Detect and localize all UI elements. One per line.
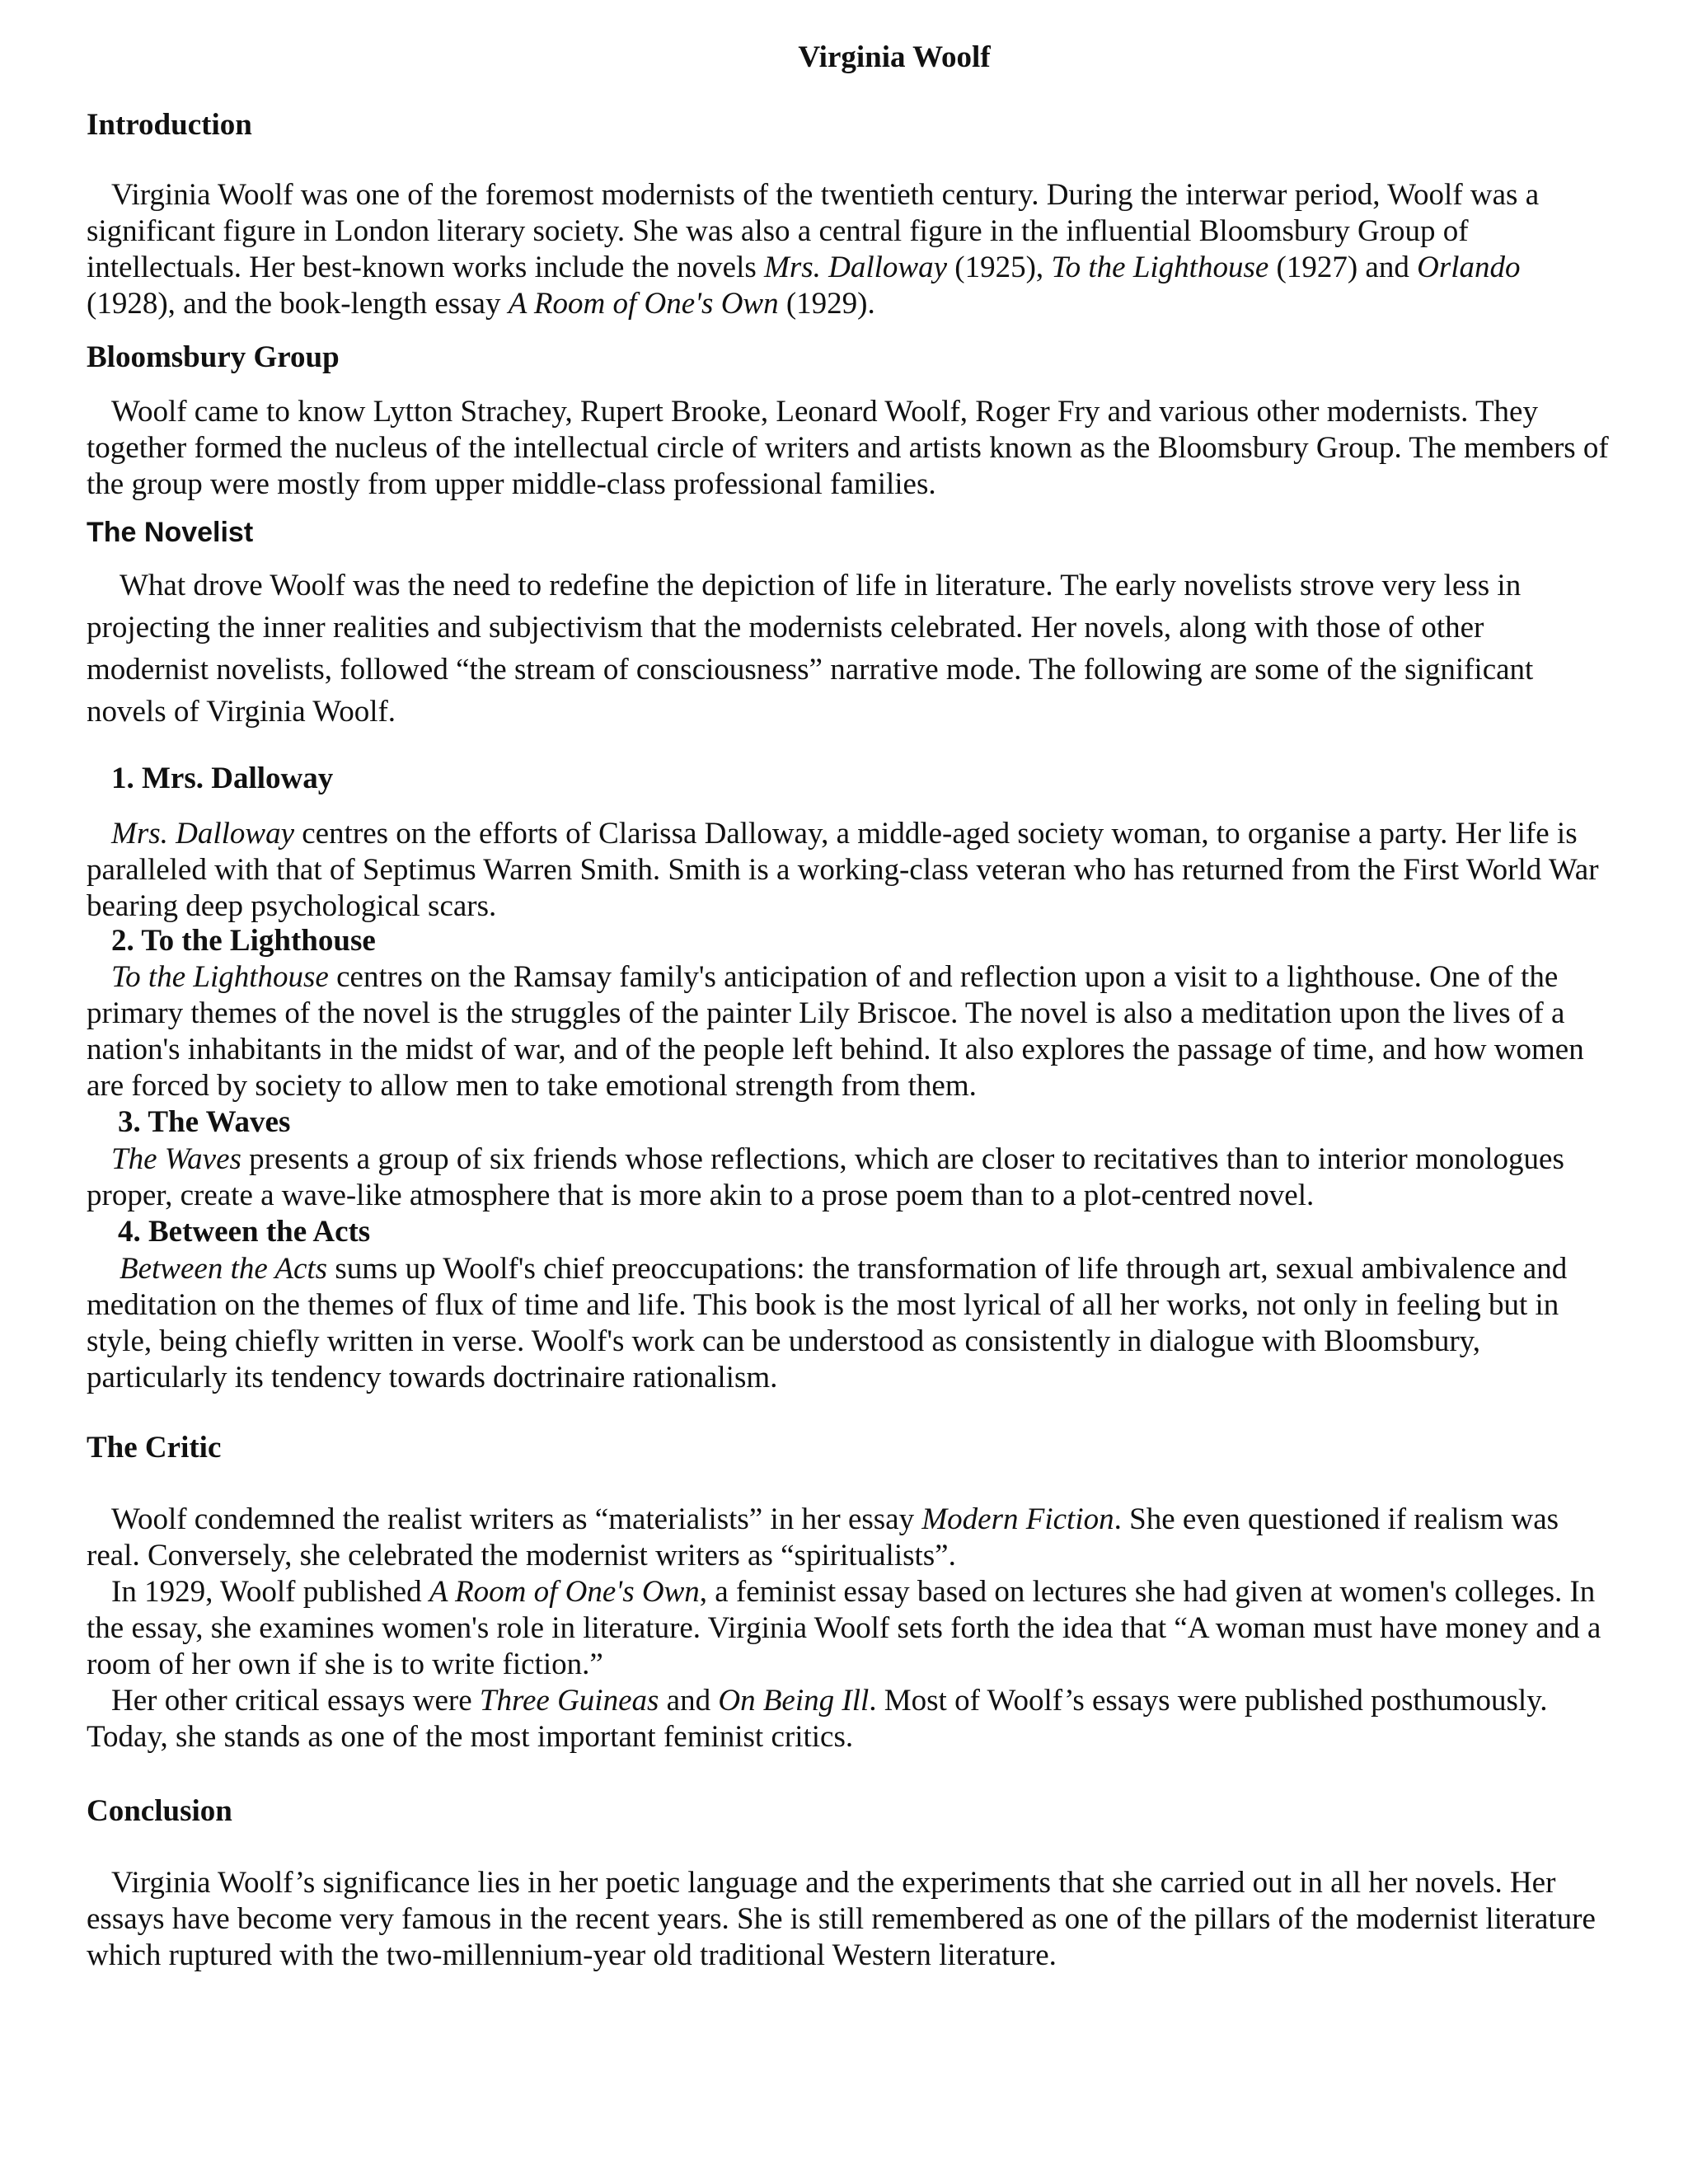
novel-paragraph-the-waves: The Waves presents a group of six friends whose reflections, which are closer to recitatives than to interior monologues proper, create a wave-like atmosphere that is more akin to a prose poem than to a plot-centred novel.: [87, 1142, 1564, 1212]
introduction-paragraph: Virginia Woolf was one of the foremost modernists of the twentieth century. During the interwar period, Woolf was a significant figure in London literary society. She was also a central figure in the influential Bloomsbury Group of intellectuals. Her best-known works include the novels Mrs. Dalloway (1925), To the Lighthouse (1927) and Orlando (1928), and the book-length essay A Room of One's Own (1929).: [87, 178, 1540, 321]
critic-paragraph-2: In 1929, Woolf published A Room of One's Own, a feminist essay based on lectures she had given at women's colleges. In the essay, she examines women's role in literature. Virginia Woolf sets forth the idea that “A woman must have money and a room of her own if she is to write fiction.”: [87, 1575, 1601, 1681]
introduction-heading: Introduction: [87, 108, 252, 142]
critic-paragraph-1: Woolf condemned the realist writers as “materialists” in her essay Modern Fiction. She even questioned if realism was real. Conversely, she celebrated the modernist writers as “spiritualists”.: [87, 1502, 1559, 1572]
novel-heading-between-the-acts: 4. Between the Acts: [118, 1215, 371, 1249]
conclusion-paragraph: Virginia Woolf’s significance lies in her poetic language and the experiments that she carried out in all her novels. Her essays have become very famous in the recent years. She is still remembered as one of the pillars of the modernist literature which ruptured with the two-millennium-year old traditional Western literature.: [87, 1866, 1596, 1972]
critic-heading: The Critic: [87, 1431, 222, 1465]
novel-paragraph-to-the-lighthouse: To the Lighthouse centres on the Ramsay family's anticipation of and reflection upon a visit to a lighthouse. One of the primary themes of the novel is the struggles of the painter Lily Briscoe. The novel is also a meditation upon the lives of a nation's inhabitants in the midst of war, and of the people left behind. It also explores the passage of time, and how women are forced by society to allow men to take emotional strength from them.: [87, 960, 1584, 1103]
novel-paragraph-mrs-dalloway: Mrs. Dalloway centres on the efforts of Clarissa Dalloway, a middle-aged society woman, to organise a party. Her life is paralleled with that of Septimus Warren Smith. Smith is a working-class veteran who has returned from the First World War bearing deep psychological scars.: [87, 817, 1599, 923]
critic-paragraph-3: Her other critical essays were Three Guineas and On Being Ill. Most of Woolf’s essays were published posthumously. Today, she stands as one of the most important feminist critics.: [87, 1684, 1548, 1754]
conclusion-heading: Conclusion: [87, 1794, 232, 1828]
bloomsbury-paragraph: Woolf came to know Lytton Strachey, Rupert Brooke, Leonard Woolf, Roger Fry and various other modernists. They together formed the nucleus of the intellectual circle of writers and artists known as the Bloomsbury Group. The members of the group were mostly from upper middle-class professional families.: [87, 395, 1609, 501]
novel-heading-mrs-dalloway: 1. Mrs. Dalloway: [111, 762, 334, 795]
novel-heading-the-waves: 3. The Waves: [118, 1105, 291, 1139]
bloomsbury-heading: Bloomsbury Group: [87, 340, 340, 374]
novelist-heading: The Novelist: [87, 517, 254, 548]
page-title: Virginia Woolf: [798, 40, 991, 74]
novel-paragraph-between-the-acts: Between the Acts sums up Woolf's chief preoccupations: the transformation of life through art, sexual ambivalence and meditation on the themes of flux of time and life. This book is the most lyrical of all her works, not only in feeling but in style, being chiefly written in verse. Woolf's work can be understood as consistently in dialogue with Bloomsbury, particularly its tendency towards doctrinaire rationalism.: [87, 1252, 1568, 1394]
novel-heading-to-the-lighthouse: 2. To the Lighthouse: [111, 924, 376, 958]
novelist-paragraph: What drove Woolf was the need to redefine the depiction of life in literature. The early novelists strove very less in projecting the inner realities and subjectivism that the modernists celebrated. Her novels, along with those of other modernist novelists, followed “the stream of consciousness” narrative mode. The following are some of the significant novels of Virginia Woolf.: [87, 569, 1534, 729]
